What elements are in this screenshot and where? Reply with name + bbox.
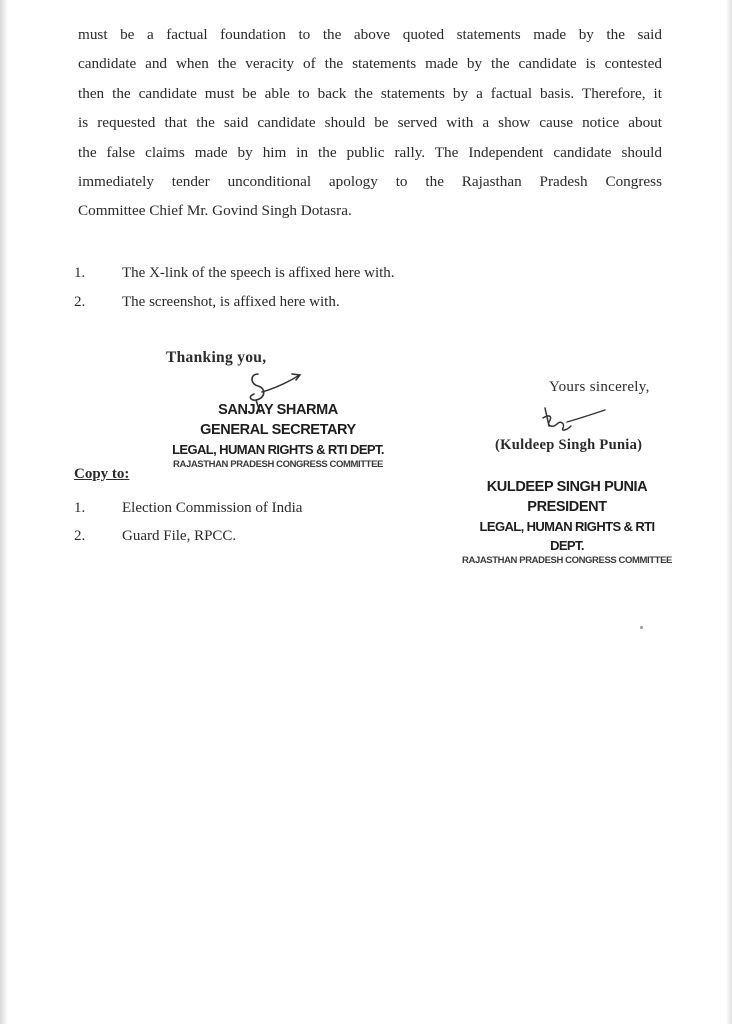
list-item-text: Election Commission of India xyxy=(122,500,303,516)
page-edge-shadow-left xyxy=(0,0,8,1024)
copy-to-list xyxy=(74,494,394,550)
list-item xyxy=(74,259,494,288)
list-item-number: 1. xyxy=(74,500,86,516)
page-edge-shadow-right xyxy=(726,0,732,1024)
list-item xyxy=(74,522,394,550)
copy-to-heading: Copy to: xyxy=(74,466,130,482)
list-item-text: The X-link of the speech is affixed here with. xyxy=(122,265,395,281)
stamp-title: GENERAL SECRETARY xyxy=(200,422,356,438)
paragraph-line: then the candidate must be able to back the statements by a factual basis. Therefore, it xyxy=(78,84,662,102)
body-paragraph xyxy=(78,20,662,226)
list-item-text: The screenshot, is affixed here with. xyxy=(122,294,340,310)
stamp-name: SANJAY SHARMA xyxy=(218,402,338,418)
stamp-name: KULDEEP SINGH PUNIA xyxy=(486,479,648,495)
stamp-president xyxy=(462,477,672,567)
stamp-department: LEGAL, HUMAN RIGHTS & RTI DEPT. xyxy=(479,519,655,553)
list-item-text: Guard File, RPCC. xyxy=(122,528,237,544)
stamp-organisation: RAJASTHAN PRADESH CONGRESS COMMITTEE xyxy=(173,459,383,470)
enclosure-list xyxy=(74,259,494,317)
list-item-number: 1. xyxy=(74,265,86,281)
paragraph-line: Committee Chief Mr. Govind Singh Dotasra. xyxy=(78,202,352,220)
signee-name: (Kuldeep Singh Punia) xyxy=(495,437,643,453)
list-item-number: 2. xyxy=(74,528,86,544)
signature-kuldeep-singh-punia xyxy=(537,404,609,440)
list-item xyxy=(74,494,394,522)
paragraph-line: is requested that the said candidate should be served with a show cause notice about xyxy=(78,114,662,132)
stamp-department: LEGAL, HUMAN RIGHTS & RTI DEPT. xyxy=(172,442,384,457)
paragraph-line: the false claims made by him in the public rally. The Independent candidate should xyxy=(78,143,662,161)
paragraph-line: must be a factual foundation to the above quoted statements made by the said xyxy=(78,26,662,43)
stamp-organisation: RAJASTHAN PRADESH CONGRESS COMMITTEE xyxy=(462,555,672,566)
paragraph-line: immediately tender unconditional apology to the Rajasthan Pradesh Congress xyxy=(78,172,662,190)
stamp-general-secretary xyxy=(168,400,388,471)
stamp-title: PRESIDENT xyxy=(527,499,607,515)
valediction: Yours sincerely, xyxy=(549,379,650,395)
list-item xyxy=(74,288,494,317)
thanking-line: Thanking you, xyxy=(166,349,267,366)
paragraph-line: candidate and when the veracity of the statements made by the candidate is contested xyxy=(78,55,662,73)
list-item-number: 2. xyxy=(74,294,86,310)
scan-speck xyxy=(640,626,643,629)
